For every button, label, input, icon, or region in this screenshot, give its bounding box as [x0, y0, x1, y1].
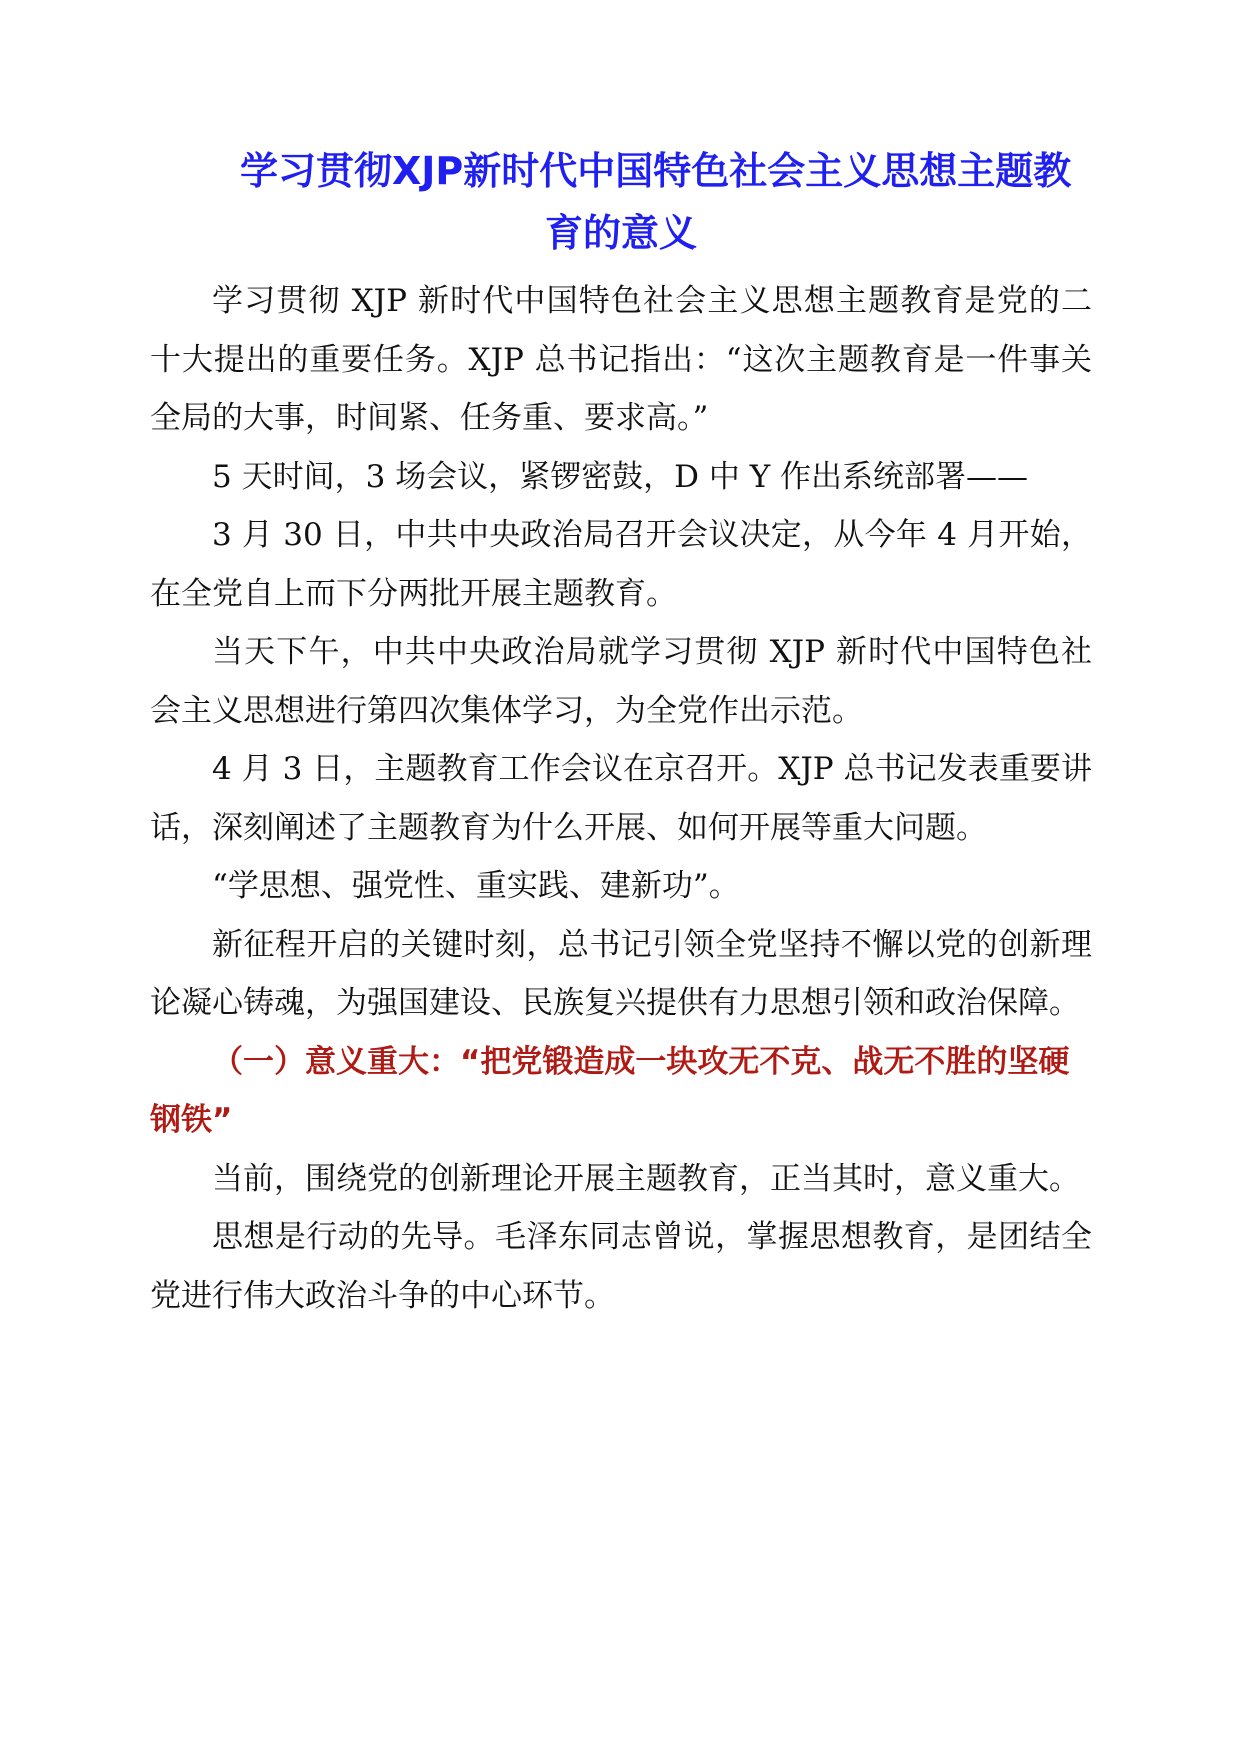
section-heading: （一）意义重大：“把党锻造成一块攻无不克、战无不胜的坚硬钢铁” [150, 1043, 1070, 1138]
paragraph: 3 月 30 日，中共中央政治局召开会议决定，从今年 4 月开始，在全党自上而下分两批开展主题教育。 [150, 517, 1092, 612]
document-title [150, 140, 1092, 264]
paragraph: 当天下午，中共中央政治局就学习贯彻 XJP 新时代中国特色社会主义思想进行第四次集体学习，为全党作出示范。 [150, 634, 1092, 729]
paragraph: 4 月 3 日，主题教育工作会议在京召开。XJP 总书记发表重要讲话，深刻阐述了主题教育为什么开展、如何开展等重大问题。 [150, 751, 1092, 846]
paragraph: 新征程开启的关键时刻，总书记引领全党坚持不懈以党的创新理论凝心铸魂，为强国建设、民族复兴提供有力思想引领和政治保障。 [150, 926, 1092, 1021]
paragraph: 学习贯彻 XJP 新时代中国特色社会主义思想主题教育是党的二十大提出的重要任务。XJP 总书记指出：“这次主题教育是一件事关全局的大事，时间紧、任务重、要求高。” [150, 283, 1092, 436]
paragraph: 思想是行动的先导。毛泽东同志曾说，掌握思想教育，是团结全党进行伟大政治斗争的中心环节。 [150, 1219, 1092, 1314]
paragraph: 当前，围绕党的创新理论开展主题教育，正当其时，意义重大。 [212, 1160, 1080, 1197]
document-body [150, 140, 1092, 1325]
paragraph: “学思想、强党性、重实践、建新功”。 [212, 868, 740, 904]
title-line-1: 学习贯彻XJP新时代中国特色社会主义思想主题教 [240, 149, 1072, 193]
title-line-2: 育的意义 [544, 211, 697, 255]
paragraph: 5 天时间，3 场会议，紧锣密鼓，D 中 Y 作出系统部署—— [212, 458, 1029, 495]
